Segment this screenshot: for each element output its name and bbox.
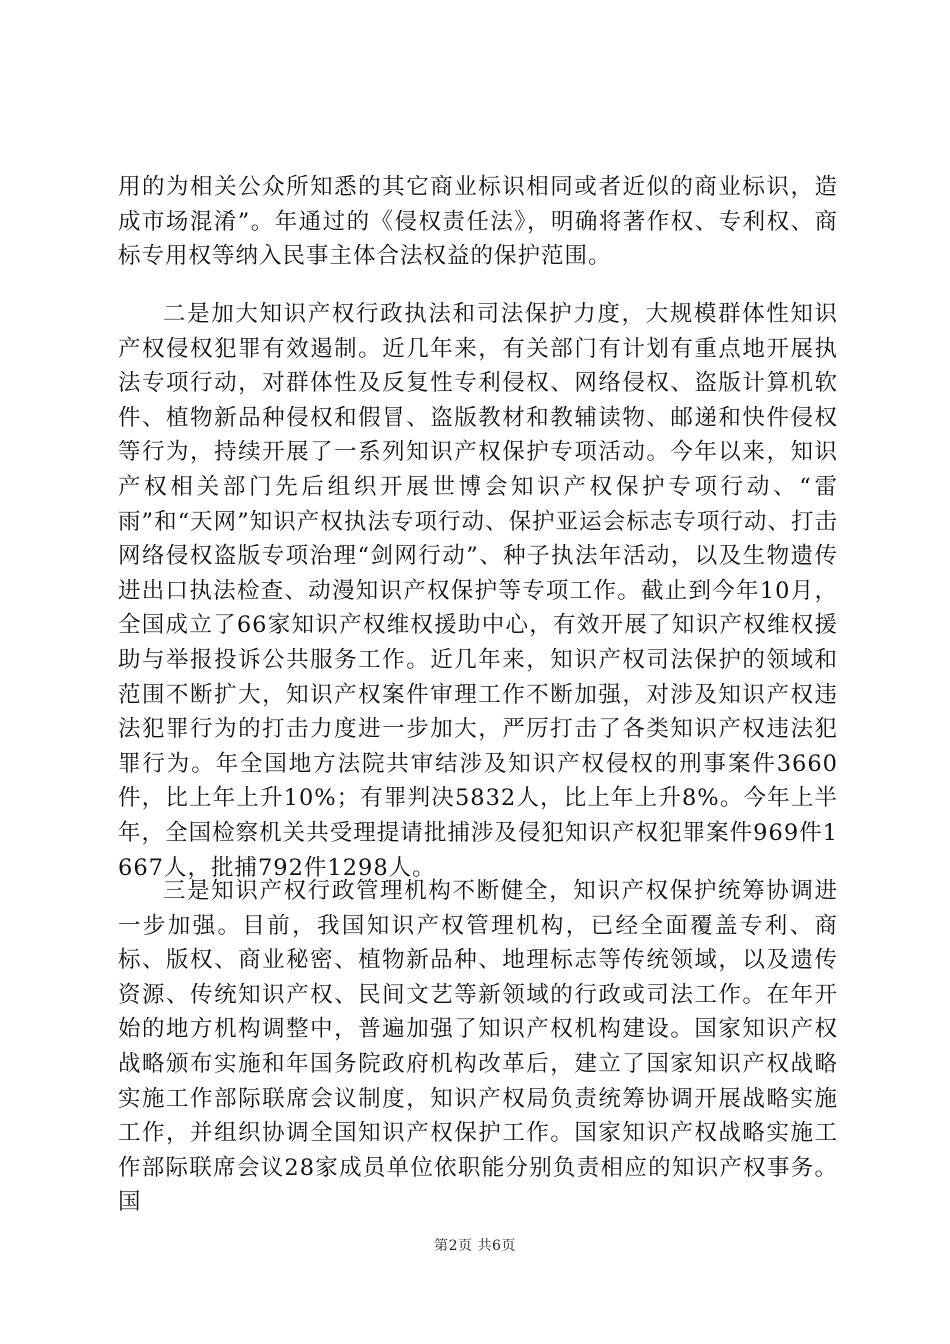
paragraph-enforcement-judicial-protection: 二是加大知识产权行政执法和司法保护力度，大规模群体性知识产权侵权犯罪有效遏制。近几年来，有关部门有计划有重点地开展执法专项行动，对群体性及反复性专利侵权、网络侵权、盗版计算机软件、植物新品种侵权和假冒、盗版教材和教辅读物、邮递和快件侵权等行为，持续开展了一系列知识产权保护专项活动。今年以来，知识产权相关部门先后组织开展世博会知识产权保护专项行动、“雷雨”和“天网”知识产权执法专项行动、保护亚运会标志专项行动、打击网络侵权盗版专项治理“剑网行动”、种子执法年活动，以及生物遗传进出口执法检查、动漫知识产权保护等专项工作。截止到今年10月，全国成立了66家知识产权维权援助中心，有效开展了知识产权维权援助与举报投诉公共服务工作。近几年来，知识产权司法保护的领域和范围不断扩大，知识产权案件审理工作不断加强，对涉及知识产权违法犯罪行为的打击力度进一步加大，严厉打击了各类知识产权违法犯罪行为。年全国地方法院共审结涉及知识产权侵权的刑事案件3660件，比上年上升10%；有罪判决5832人，比上年上升8%。今年上半年，全国检察机关共受理提请批捕涉及侵犯知识产权犯罪案件969件1667人，批捕792件1298人。 [118, 301, 838, 881]
paragraph-continued-trademark-law: 用的为相关公众所知悉的其它商业标识相同或者近似的商业标识，造成市场混淆”。年通过的《侵权责任法》，明确将著作权、专利权、商标专用权等纳入民事主体合法权益的保护范围。 [118, 174, 838, 270]
paragraph-administrative-agencies: 三是知识产权行政管理机构不断健全，知识产权保护统筹协调进一步加强。目前，我国知识产权管理机构，已经全面覆盖专利、商标、版权、商业秘密、植物新品种、地理标志等传统领域，以及遗传资源、传统知识产权、民间文艺等新领域的行政或司法工作。在年开始的地方机构调整中，普遍加强了知识产权机构建设。国家知识产权战略颁布实施和年国务院政府机构改革后，建立了国家知识产权战略实施工作部际联席会议制度，知识产权局负责统筹协调开展战略实施工作，并组织协调全国知识产权保护工作。国家知识产权战略实施工作部际联席会议28家成员单位依职能分别负责相应的知识产权事务。国 [118, 878, 838, 1216]
page-number-footer: 第2页 共6页 [434, 1238, 516, 1254]
